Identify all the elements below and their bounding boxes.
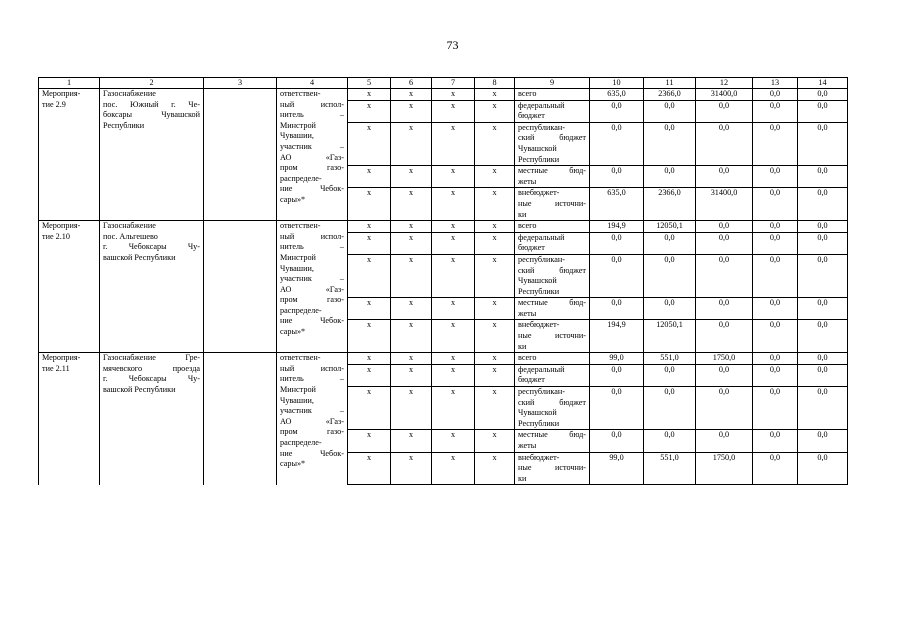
measure-cell-line: Мероприя-: [42, 221, 81, 231]
col3-cell: [204, 353, 277, 485]
amount-cell: 0,0: [753, 452, 798, 485]
amount-cell: 1750,0: [696, 353, 753, 365]
measure-name-cell-line: боксары Чувашской: [103, 110, 200, 120]
funding-source-cell: [515, 188, 590, 221]
amount-cell: 0,0: [753, 353, 798, 365]
responsible-cell-line: Минстрой: [280, 385, 316, 395]
marker-cell: х: [391, 430, 432, 452]
amount-cell: 2366,0: [644, 89, 696, 101]
responsible-cell-line: участник –: [280, 406, 344, 416]
funding-source-line: внебюджет-: [518, 188, 560, 198]
measure-name-cell-line: вашской Республики: [103, 385, 176, 395]
responsible-cell-line: Чувашии,: [280, 395, 314, 405]
amount-cell: 551,0: [644, 353, 696, 365]
amount-cell: 0,0: [696, 221, 753, 233]
marker-cell: х: [432, 364, 475, 386]
amount-cell: 551,0: [644, 452, 696, 485]
amount-cell: 0,0: [753, 100, 798, 122]
amount-cell: 99,0: [590, 353, 644, 365]
amount-cell: 0,0: [798, 100, 848, 122]
amount-cell: 0,0: [753, 232, 798, 254]
responsible-cell-line: ответствен-: [280, 221, 321, 231]
funding-source-line: федеральный: [518, 100, 565, 110]
amount-cell: 0,0: [798, 221, 848, 233]
amount-cell: 0,0: [696, 100, 753, 122]
marker-cell: х: [432, 232, 475, 254]
funding-source-cell: [515, 89, 590, 101]
responsible-cell-line: ный испол-: [280, 363, 344, 373]
funding-source-line: всего: [518, 353, 537, 363]
funding-source-line: ные источни-: [518, 463, 586, 473]
amount-cell: 0,0: [798, 353, 848, 365]
funding-source-line: Республики: [518, 418, 560, 428]
funding-source-cell: [515, 353, 590, 365]
responsible-cell-line: ние Чебок-: [280, 184, 344, 194]
marker-cell: х: [432, 353, 475, 365]
amount-cell: 0,0: [753, 188, 798, 221]
marker-cell: х: [348, 387, 391, 430]
marker-cell: х: [475, 452, 515, 485]
measure-cell-line: Мероприя-: [42, 89, 81, 98]
marker-cell: х: [475, 122, 515, 165]
marker-cell: х: [432, 122, 475, 165]
funding-source-line: Республики: [518, 286, 560, 296]
marker-cell: х: [348, 320, 391, 353]
amount-cell: 0,0: [696, 387, 753, 430]
responsible-cell-line: сары»*: [280, 194, 306, 204]
amount-cell: 31400,0: [696, 188, 753, 221]
marker-cell: х: [348, 122, 391, 165]
marker-cell: х: [475, 100, 515, 122]
funding-source-cell: [515, 166, 590, 188]
marker-cell: х: [475, 353, 515, 365]
marker-cell: х: [432, 452, 475, 485]
amount-cell: 99,0: [590, 452, 644, 485]
marker-cell: х: [432, 254, 475, 297]
funding-source-cell: [515, 452, 590, 485]
funding-source-line: республикан-: [518, 122, 565, 132]
funding-source-line: местные бюд-: [518, 298, 586, 308]
marker-cell: х: [391, 122, 432, 165]
measure-name-cell-line: Республики: [103, 120, 145, 130]
amount-cell: 635,0: [590, 89, 644, 101]
responsible-cell-line: Чувашии,: [280, 131, 314, 141]
funding-source-line: местные бюд-: [518, 430, 586, 440]
marker-cell: х: [391, 452, 432, 485]
funding-source-line: ные источни-: [518, 198, 586, 208]
funding-source-line: всего: [518, 89, 537, 98]
marker-cell: х: [391, 320, 432, 353]
marker-cell: х: [391, 298, 432, 320]
responsible-cell-line: пром газо-: [280, 295, 344, 305]
amount-cell: 0,0: [644, 122, 696, 165]
marker-cell: х: [432, 387, 475, 430]
marker-cell: х: [391, 387, 432, 430]
funding-source-line: жеты: [518, 308, 537, 318]
responsible-cell-line: ответствен-: [280, 89, 321, 98]
amount-cell: 0,0: [590, 387, 644, 430]
measure-name-cell-line: Газоснабжение: [103, 89, 156, 98]
funding-source-line: Республики: [518, 154, 560, 164]
marker-cell: х: [475, 221, 515, 233]
funding-source-cell: [515, 364, 590, 386]
funding-source-line: ский бюджет: [518, 265, 586, 275]
marker-cell: х: [432, 89, 475, 101]
funding-source-cell: [515, 221, 590, 233]
col3-cell: [204, 89, 277, 221]
amount-cell: 0,0: [696, 232, 753, 254]
amount-cell: 0,0: [644, 232, 696, 254]
responsible-cell-line: нитель –: [280, 110, 344, 120]
marker-cell: х: [391, 364, 432, 386]
marker-cell: х: [348, 298, 391, 320]
column-header: 4: [277, 78, 348, 89]
amount-cell: 194,9: [590, 320, 644, 353]
amount-cell: 0,0: [798, 122, 848, 165]
table-row: [39, 221, 848, 233]
amount-cell: 0,0: [590, 254, 644, 297]
funding-source-line: республикан-: [518, 254, 565, 264]
funding-source-line: Чувашской: [518, 408, 557, 418]
amount-cell: 0,0: [590, 298, 644, 320]
funding-source-line: ский бюджет: [518, 133, 586, 143]
measure-cell: [39, 89, 100, 221]
amount-cell: 0,0: [798, 387, 848, 430]
measure-name-cell-line: пос. Альгешево: [103, 231, 158, 241]
amount-cell: 0,0: [696, 254, 753, 297]
amount-cell: 12050,1: [644, 320, 696, 353]
measure-cell-line: тие 2.9: [42, 99, 66, 109]
amount-cell: 0,0: [753, 166, 798, 188]
measure-name-cell: [100, 221, 204, 353]
amount-cell: 0,0: [590, 166, 644, 188]
marker-cell: х: [348, 166, 391, 188]
amount-cell: 2366,0: [644, 188, 696, 221]
funding-source-cell: [515, 430, 590, 452]
marker-cell: х: [475, 166, 515, 188]
amount-cell: 0,0: [644, 387, 696, 430]
amount-cell: 0,0: [696, 364, 753, 386]
amount-cell: 0,0: [753, 298, 798, 320]
col3-cell: [204, 221, 277, 353]
measure-name-cell: [100, 353, 204, 485]
amount-cell: 0,0: [753, 254, 798, 297]
column-header: 6: [391, 78, 432, 89]
responsible-cell-line: пром газо-: [280, 427, 344, 437]
marker-cell: х: [475, 387, 515, 430]
amount-cell: 0,0: [753, 221, 798, 233]
amount-cell: 0,0: [644, 100, 696, 122]
measure-cell-line: тие 2.11: [42, 363, 70, 373]
funding-source-line: жеты: [518, 441, 537, 450]
funding-source-line: внебюджет-: [518, 452, 560, 462]
marker-cell: х: [391, 254, 432, 297]
table-row: [39, 353, 848, 365]
marker-cell: х: [391, 89, 432, 101]
amount-cell: 0,0: [798, 166, 848, 188]
responsible-cell: [277, 89, 348, 221]
amount-cell: 1750,0: [696, 452, 753, 485]
measure-name-cell-line: вашской Республики: [103, 252, 176, 262]
column-header: 7: [432, 78, 475, 89]
column-header: 8: [475, 78, 515, 89]
funding-source-line: жеты: [518, 176, 537, 186]
column-header: 5: [348, 78, 391, 89]
funding-source-line: бюджет: [518, 375, 545, 385]
funding-source-line: ные источни-: [518, 331, 586, 341]
amount-cell: 12050,1: [644, 221, 696, 233]
funding-source-line: республикан-: [518, 387, 565, 397]
responsible-cell-line: АО «Газ-: [280, 416, 344, 426]
funding-source-line: бюджет: [518, 243, 545, 253]
funding-source-line: всего: [518, 221, 537, 231]
amount-cell: 0,0: [798, 188, 848, 221]
amount-cell: 0,0: [696, 122, 753, 165]
amount-cell: 0,0: [644, 364, 696, 386]
marker-cell: х: [475, 320, 515, 353]
marker-cell: х: [348, 232, 391, 254]
amount-cell: 0,0: [644, 166, 696, 188]
amount-cell: 0,0: [644, 254, 696, 297]
funding-source-cell: [515, 232, 590, 254]
amount-cell: 0,0: [798, 89, 848, 101]
marker-cell: х: [348, 188, 391, 221]
column-header: 13: [753, 78, 798, 89]
funding-source-line: Чувашской: [518, 143, 557, 153]
marker-cell: х: [391, 100, 432, 122]
responsible-cell-line: ный испол-: [280, 99, 344, 109]
funding-source-cell: [515, 298, 590, 320]
measure-cell: [39, 353, 100, 485]
amount-cell: 0,0: [590, 364, 644, 386]
measure-name-cell-line: Газоснабжение: [103, 221, 156, 231]
column-number-row: [39, 78, 848, 89]
amount-cell: 0,0: [590, 430, 644, 452]
amount-cell: 0,0: [696, 320, 753, 353]
amount-cell: 0,0: [753, 122, 798, 165]
responsible-cell-line: АО «Газ-: [280, 152, 344, 162]
responsible-cell-line: ние Чебок-: [280, 316, 344, 326]
responsible-cell-line: нитель –: [280, 242, 344, 252]
measure-cell: [39, 221, 100, 353]
table-row: [39, 89, 848, 101]
marker-cell: х: [475, 254, 515, 297]
amount-cell: 0,0: [753, 320, 798, 353]
responsible-cell-line: распределе-: [280, 438, 322, 447]
amount-cell: 0,0: [696, 430, 753, 452]
amount-cell: 0,0: [644, 430, 696, 452]
column-header: 9: [515, 78, 590, 89]
amount-cell: 31400,0: [696, 89, 753, 101]
funding-source-line: ский бюджет: [518, 397, 586, 407]
column-header: 3: [204, 78, 277, 89]
measure-name-cell-line: г. Чебоксары Чу-: [103, 242, 200, 252]
measure-name-cell-line: Газоснабжение Гре-: [103, 353, 200, 363]
funding-source-cell: [515, 254, 590, 297]
marker-cell: х: [475, 188, 515, 221]
marker-cell: х: [348, 353, 391, 365]
marker-cell: х: [432, 320, 475, 353]
marker-cell: х: [348, 364, 391, 386]
responsible-cell-line: сары»*: [280, 459, 306, 469]
funding-source-cell: [515, 122, 590, 165]
amount-cell: 0,0: [798, 452, 848, 485]
responsible-cell: [277, 221, 348, 353]
marker-cell: х: [391, 232, 432, 254]
responsible-cell-line: Минстрой: [280, 120, 316, 130]
marker-cell: х: [475, 89, 515, 101]
amount-cell: 0,0: [696, 298, 753, 320]
marker-cell: х: [348, 254, 391, 297]
marker-cell: х: [391, 353, 432, 365]
amount-cell: 0,0: [753, 364, 798, 386]
funding-source-line: бюджет: [518, 111, 545, 121]
funding-source-line: федеральный: [518, 364, 565, 374]
responsible-cell-line: Чувашии,: [280, 263, 314, 273]
amount-cell: 635,0: [590, 188, 644, 221]
marker-cell: х: [391, 188, 432, 221]
marker-cell: х: [348, 89, 391, 101]
marker-cell: х: [475, 232, 515, 254]
marker-cell: х: [432, 166, 475, 188]
column-header: 14: [798, 78, 848, 89]
funding-source-cell: [515, 100, 590, 122]
marker-cell: х: [475, 364, 515, 386]
funding-source-cell: [515, 387, 590, 430]
amount-cell: 0,0: [798, 430, 848, 452]
column-header: 10: [590, 78, 644, 89]
amount-cell: 0,0: [798, 254, 848, 297]
responsible-cell-line: участник –: [280, 274, 344, 284]
amount-cell: 194,9: [590, 221, 644, 233]
marker-cell: х: [432, 188, 475, 221]
marker-cell: х: [391, 166, 432, 188]
column-header: 11: [644, 78, 696, 89]
amount-cell: 0,0: [753, 430, 798, 452]
marker-cell: х: [391, 221, 432, 233]
marker-cell: х: [348, 100, 391, 122]
funding-source-line: ки: [518, 209, 527, 219]
column-header: 1: [39, 78, 100, 89]
funding-source-line: местные бюд-: [518, 166, 586, 176]
responsible-cell-line: пром газо-: [280, 163, 344, 173]
column-header: 12: [696, 78, 753, 89]
responsible-cell-line: распределе-: [280, 173, 322, 183]
marker-cell: х: [348, 221, 391, 233]
amount-cell: 0,0: [798, 298, 848, 320]
funding-source-line: Чувашской: [518, 276, 557, 286]
responsible-cell: [277, 353, 348, 485]
column-header: 2: [100, 78, 204, 89]
funding-source-line: ки: [518, 473, 527, 483]
responsible-cell-line: нитель –: [280, 374, 344, 384]
funding-source-line: федеральный: [518, 232, 565, 242]
amount-cell: 0,0: [798, 232, 848, 254]
measure-name-cell-line: мячевского проезда: [103, 363, 200, 373]
responsible-cell-line: участник –: [280, 141, 344, 151]
funding-source-line: внебюджет-: [518, 320, 560, 330]
marker-cell: х: [432, 100, 475, 122]
page-number: 73: [446, 38, 459, 52]
marker-cell: х: [432, 430, 475, 452]
marker-cell: х: [348, 452, 391, 485]
responsible-cell-line: сары»*: [280, 327, 306, 337]
marker-cell: х: [432, 298, 475, 320]
responsible-cell-line: АО «Газ-: [280, 284, 344, 294]
amount-cell: 0,0: [753, 89, 798, 101]
responsible-cell-line: ответствен-: [280, 353, 321, 363]
responsible-cell-line: ние Чебок-: [280, 448, 344, 458]
amount-cell: 0,0: [644, 298, 696, 320]
marker-cell: х: [475, 430, 515, 452]
marker-cell: х: [475, 298, 515, 320]
funding-source-line: ки: [518, 341, 527, 351]
measure-name-cell-line: г. Чебоксары Чу-: [103, 374, 200, 384]
responsible-cell-line: распределе-: [280, 305, 322, 315]
marker-cell: х: [348, 430, 391, 452]
amount-cell: 0,0: [753, 387, 798, 430]
funding-source-cell: [515, 320, 590, 353]
responsible-cell-line: ный испол-: [280, 231, 344, 241]
amount-cell: 0,0: [590, 232, 644, 254]
program-measures-table: [38, 77, 848, 485]
amount-cell: 0,0: [696, 166, 753, 188]
marker-cell: х: [432, 221, 475, 233]
responsible-cell-line: Минстрой: [280, 252, 316, 262]
measure-cell-line: тие 2.10: [42, 231, 70, 241]
measure-name-cell: [100, 89, 204, 221]
amount-cell: 0,0: [798, 364, 848, 386]
amount-cell: 0,0: [798, 320, 848, 353]
amount-cell: 0,0: [590, 122, 644, 165]
measure-cell-line: Мероприя-: [42, 353, 81, 363]
amount-cell: 0,0: [590, 100, 644, 122]
measure-name-cell-line: пос. Южный г. Че-: [103, 99, 200, 109]
